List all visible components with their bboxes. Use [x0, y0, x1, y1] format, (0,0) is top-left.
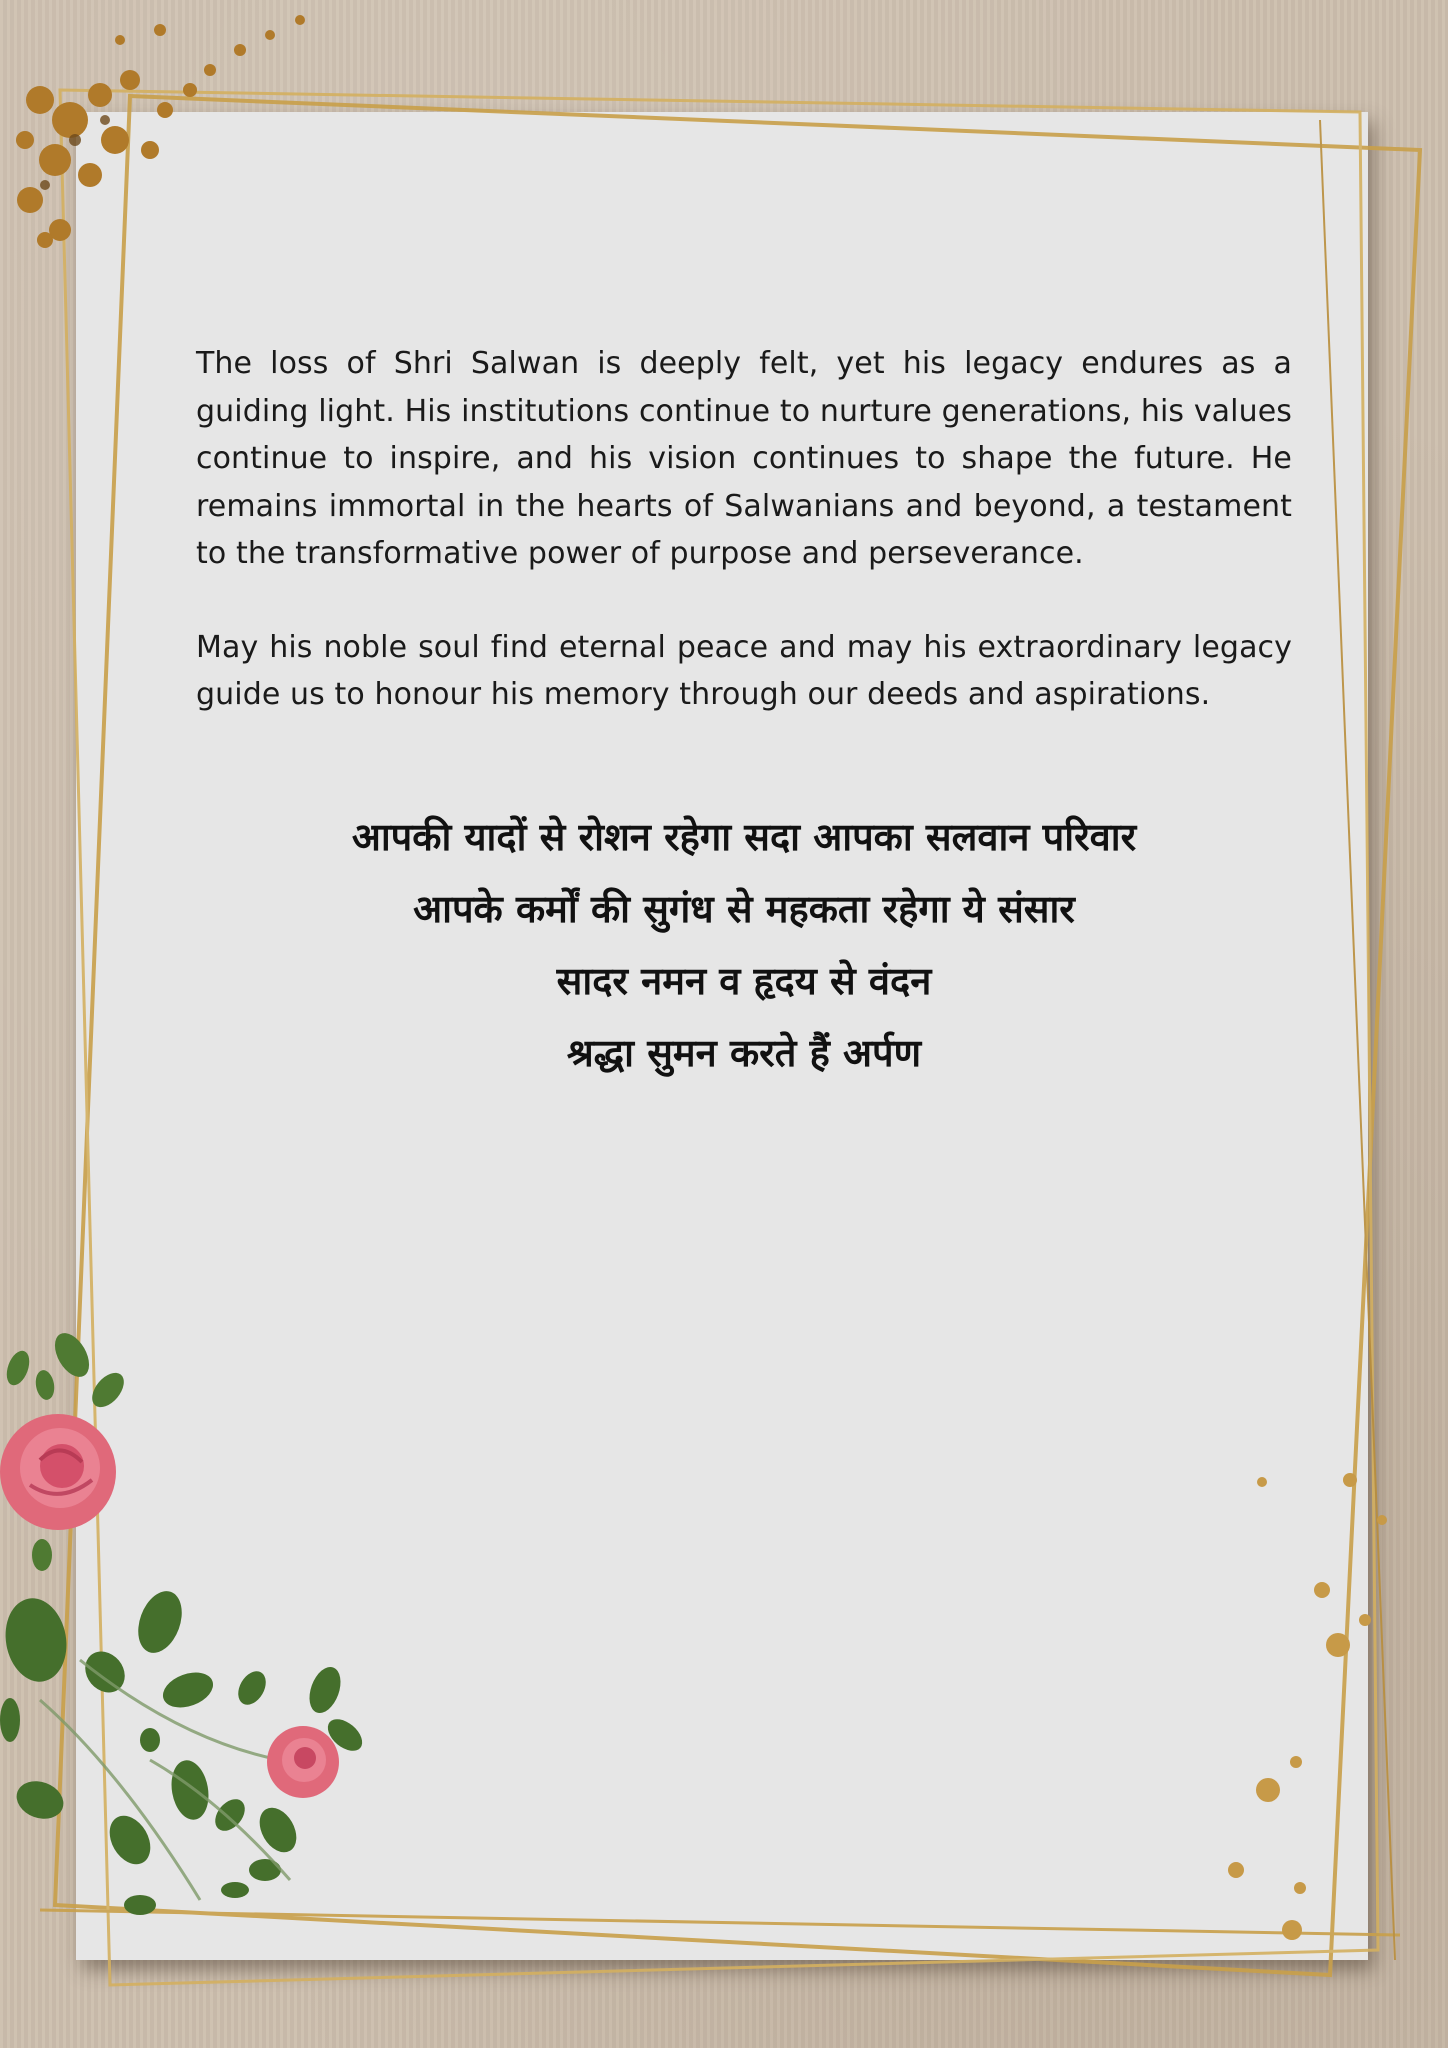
tribute-paragraph: The loss of Shri Salwan is deeply felt, yet his legacy endures as a guiding light. His institutions continue to nurture generations, his values continue to inspire, and his vision continues to shape the future. He remains immortal in the hearts of Salwanians and beyond, a testament to the transformative power of purpose and perseverance.	[196, 346, 1292, 571]
verse-line: आपके कर्मों की सुगंध से महकता रहेगा ये संसार	[413, 886, 1075, 931]
verse-line: सादर नमन व हृदय से वंदन	[556, 958, 932, 1003]
hindi-verses	[196, 801, 1292, 1089]
verse-line: आपकी यादों से रोशन रहेगा सदा आपका सलवान परिवार	[351, 814, 1137, 859]
verse-line: श्रद्धा सुमन करते हैं अर्पण	[566, 1030, 922, 1075]
letter-content	[196, 340, 1292, 1089]
prayer-paragraph: May his noble soul find eternal peace and may his extraordinary legacy guide us to honour his memory through our deeds and aspirations.	[196, 629, 1292, 712]
